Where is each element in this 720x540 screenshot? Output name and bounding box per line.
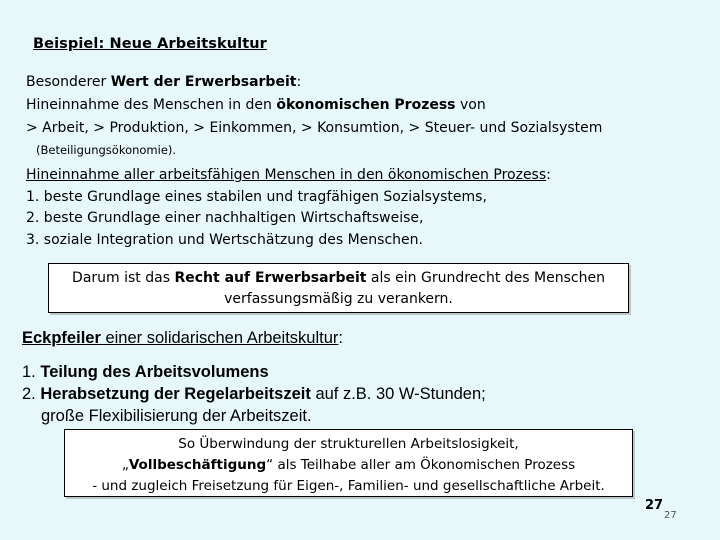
full-employment-line-2: „Vollbeschäftigung“ als Teilhabe aller am Ökonomischen Prozess	[121, 457, 576, 473]
pillars-heading: Eckpfeiler einer solidarischen Arbeitskultur:	[22, 329, 344, 347]
slide-title: Beispiel: Neue Arbeitskultur	[33, 36, 267, 52]
intro-line-4: (Beteiligungsökonomie).	[36, 143, 177, 157]
full-employment-line-3: - und zugleich Freisetzung für Eigen-, Familien- und gesellschaftliche Arbeit.	[92, 478, 605, 494]
full-employment-line-1: So Überwindung der strukturellen Arbeitslosigkeit,	[178, 436, 519, 452]
right-to-work-line-2: verfassungsmäßig zu verankern.	[224, 291, 453, 307]
pillar-item-2-continuation: große Flexibilisierung der Arbeitszeit.	[41, 407, 312, 425]
intro-line-2: Hineinnahme des Menschen in den ökonomischen Prozess von	[26, 97, 486, 113]
slide-number: 27	[664, 510, 677, 521]
intro-line-1: Besonderer Wert der Erwerbsarbeit:	[26, 74, 302, 90]
inclusion-item: 3. soziale Integration und Wertschätzung des Menschen.	[26, 231, 423, 248]
inclusion-item: 1. beste Grundlage eines stabilen und tragfähigen Sozialsystems,	[26, 188, 487, 205]
pillars-section	[22, 327, 486, 427]
pillar-item-2: 2. Herabsetzung der Regelarbeitszeit auf z.B. 30 W-Stunden;	[22, 385, 486, 403]
inclusion-item: 2. beste Grundlage einer nachhaltigen Wirtschaftsweise,	[26, 210, 424, 226]
full-employment-box	[64, 429, 633, 497]
right-to-work-box	[48, 263, 629, 313]
pillar-item-1: 1. Teilung des Arbeitsvolumens	[22, 363, 269, 381]
right-to-work-line-1: Darum ist das Recht auf Erwerbsarbeit als ein Grundrecht des Menschen	[72, 270, 605, 286]
inclusion-heading: Hineinnahme aller arbeitsfähigen Menschen in den ökonomischen Prozess:	[26, 167, 551, 183]
inclusion-section	[26, 165, 551, 251]
intro-line-3: > Arbeit, > Produktion, > Einkommen, > Konsumtion, > Steuer- und Sozialsystem	[26, 120, 603, 136]
page-number: 27	[645, 498, 664, 513]
intro-section	[26, 71, 602, 160]
